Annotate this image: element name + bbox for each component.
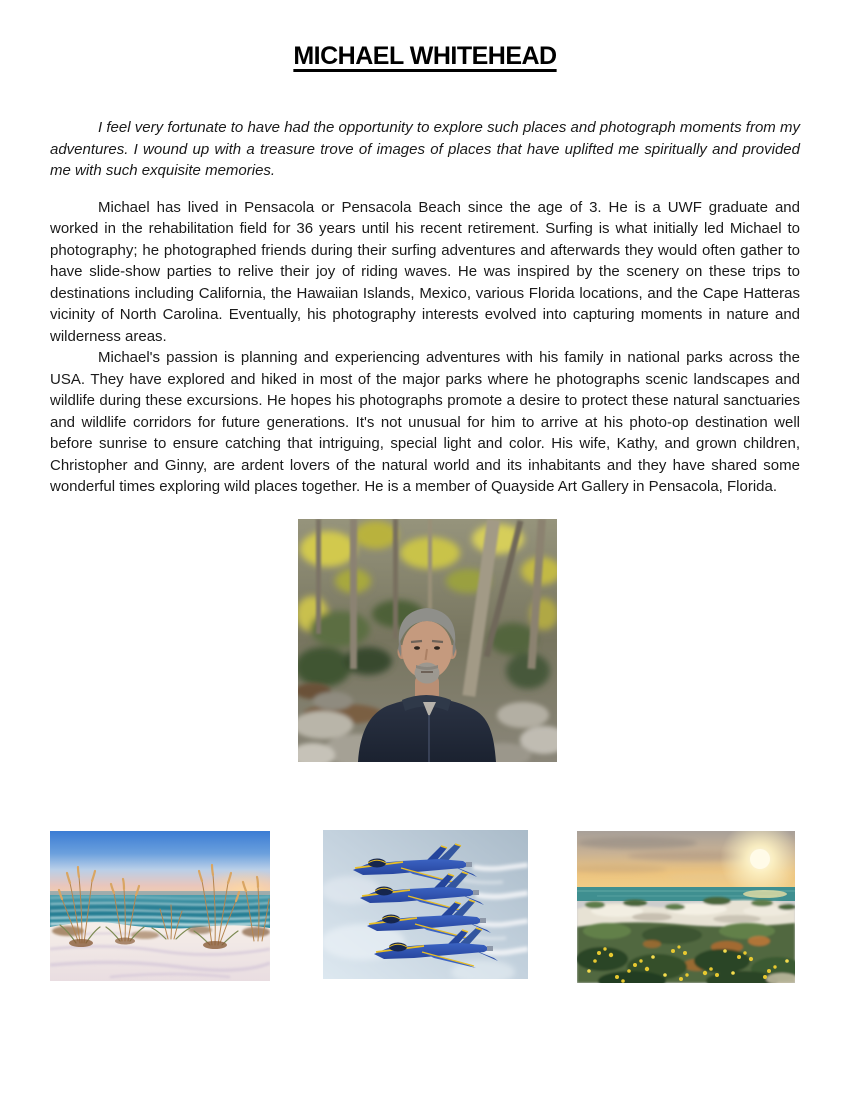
paragraph-bio-2: Michael's passion is planning and experiencing adventures with his family in national parks across the USA. They have explored and hiked in most of the major parks where he photographs scenic landscapes and wildlife during these excursions. He hopes his photographs promote a desire to protect these natural sanctuaries and wildlife corridors for future generations. It's not unusual for him to arrive at his photo-op destination well before sunrise to ensure catching that intriguing, special light and color. His wife, Kathy, and grown children, Christopher and Ginny, are ardent lovers of the natural world and its inhabitants and they have shared some wonderful times exploring wild places together. He is a member of Quayside Art Gallery in Pensacola, Florida. — [50, 349, 800, 495]
page-title: MICHAEL WHITEHEAD — [293, 42, 557, 70]
dunes-photo — [577, 831, 795, 983]
paragraph-intro-quote: I feel very fortunate to have had the opportunity to explore such places and photograph moments from my adventures. I wound up with a treasure trove of images of places that have uplifted me spiritually and provided me with such exquisite memories. — [50, 119, 800, 179]
jets-photo — [323, 830, 528, 979]
portrait-photo — [298, 519, 557, 762]
white-dunes — [577, 897, 795, 927]
beach-photo — [50, 831, 270, 981]
paragraph-bio-1: Michael has lived in Pensacola or Pensacola Beach since the age of 3. He is a UWF graduate and worked in the rehabilitation field for 36 years until his recent retirement. Surfing is what initially led Michael to photography; he photographed friends during their surfing adventures and afterwards they would often gather to have slide-show parties to relive their joy of riding waves. He was inspired by the scenery on these trips to destinations including California, the Hawaiian Islands, Mexico, various Florida locations, and the Cape Hatteras vicinity of North Carolina. Eventually, his photography interests evolved into capturing moments in nature and wilderness areas. — [50, 198, 800, 345]
body-text — [50, 117, 800, 498]
